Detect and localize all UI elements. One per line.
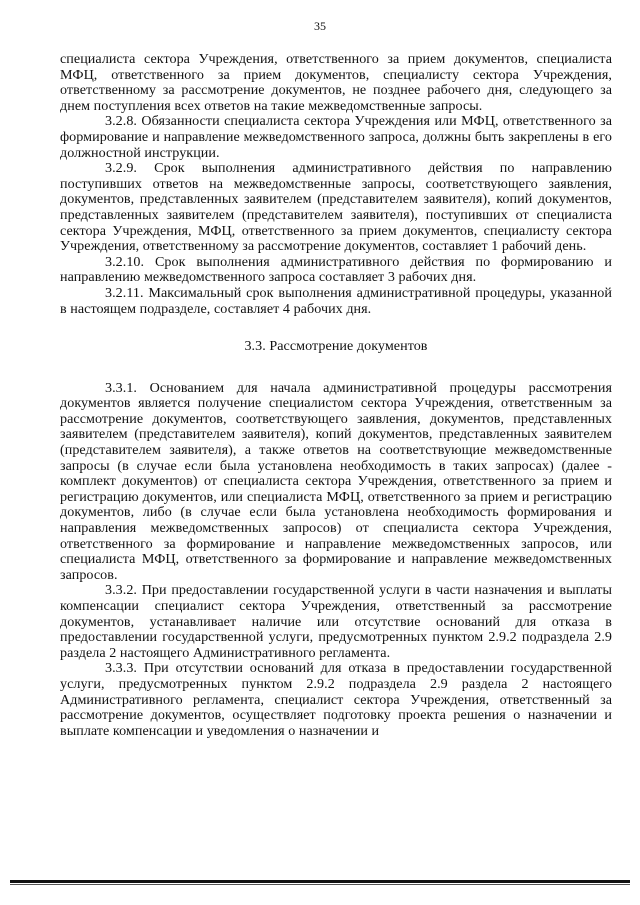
paragraph-3-3-2: 3.3.2. При предоставлении государственной услуги в части назначения и выплаты компенсации специалист сектора Учреждения, ответственный за рассмотрение документов, устанавливает наличие или отсутствие оснований для отказа в предоставлении государственной услуги, предусмотренных пунктом 2.9.2 подраздела 2.9 раздела 2 настоящего Административного регламента. bbox=[60, 582, 612, 661]
paragraph-continuation: специалиста сектора Учреждения, ответственного за прием документов, специалиста МФЦ, ответственного за прием документов, специалисту сектора Учреждения, ответственному за рассмотрение документов, не позднее рабочего дня, следующего за днем поступления всех ответов на такие межведомственные запросы. bbox=[60, 51, 612, 114]
paragraph-3-3-1: 3.3.1. Основанием для начала административной процедуры рассмотрения документов является получение специалистом сектора Учреждения, ответственным за рассмотрение документов, соответствующего заявления, документов, представленных заявителем (представителем заявителя), копий документов, представленных заявителем (представителем заявителя), а также ответов на соответствующие межведомственные запросы (в случае если была установлена необходимость в таких запросах) (далее - комплект документов) от специалиста сектора Учреждения, ответственного за прием и регистрацию документов, или специалиста МФЦ, ответственного за прием и регистрацию документов, либо (в случае если была установлена необходимость формирования и направления межведомственных запросов) от специалиста сектора Учреждения, ответственного за формирование и направление межведомственных запросов, или специалиста МФЦ, ответственного за формирование и направление межведомственных запросов. bbox=[60, 379, 612, 583]
bottom-border-line-thin bbox=[10, 884, 630, 885]
section-heading: 3.3. Рассмотрение документов bbox=[244, 338, 428, 355]
page-number: 35 bbox=[314, 19, 326, 33]
paragraph-3-3-3: 3.3.3. При отсутствии оснований для отказа в предоставлении государственной услуги, предусмотренных пунктом 2.9.2 подраздела 2.9 раздела 2 настоящего Административного регламента, специалист сектора Учреждения, ответственный за рассмотрение документов, осуществляет подготовку проекта решения о назначении и выплате компенсации и уведомления о назначении и bbox=[60, 660, 612, 739]
paragraph-3-2-8: 3.2.8. Обязанности специалиста сектора Учреждения или МФЦ, ответственного за формирование и направление межведомственного запроса, должны быть закреплены в его должностной инструкции. bbox=[60, 113, 612, 161]
paragraph-3-2-10: 3.2.10. Срок выполнения административного действия по формированию и направлению межведомственного запроса составляет 3 рабочих дня. bbox=[60, 253, 612, 286]
paragraph-3-2-9: 3.2.9. Срок выполнения административного действия по направлению поступивших ответов на межведомственные запросы, соответствующего заявления, документов, представленных заявителем (представителем заявителя), копий документов, представленных заявителем (представителем заявителя), поступивших от специалиста сектора Учреждения, МФЦ, ответственного за прием документов, специалисту сектора Учреждения, ответственному за рассмотрение документов, составляет 1 рабочий день. bbox=[60, 160, 612, 255]
bottom-border-line bbox=[10, 880, 630, 883]
document-body bbox=[60, 52, 612, 739]
paragraph-3-2-11: 3.2.11. Максимальный срок выполнения административной процедуры, указанной в настоящем подразделе, составляет 4 рабочих дня. bbox=[60, 284, 612, 317]
